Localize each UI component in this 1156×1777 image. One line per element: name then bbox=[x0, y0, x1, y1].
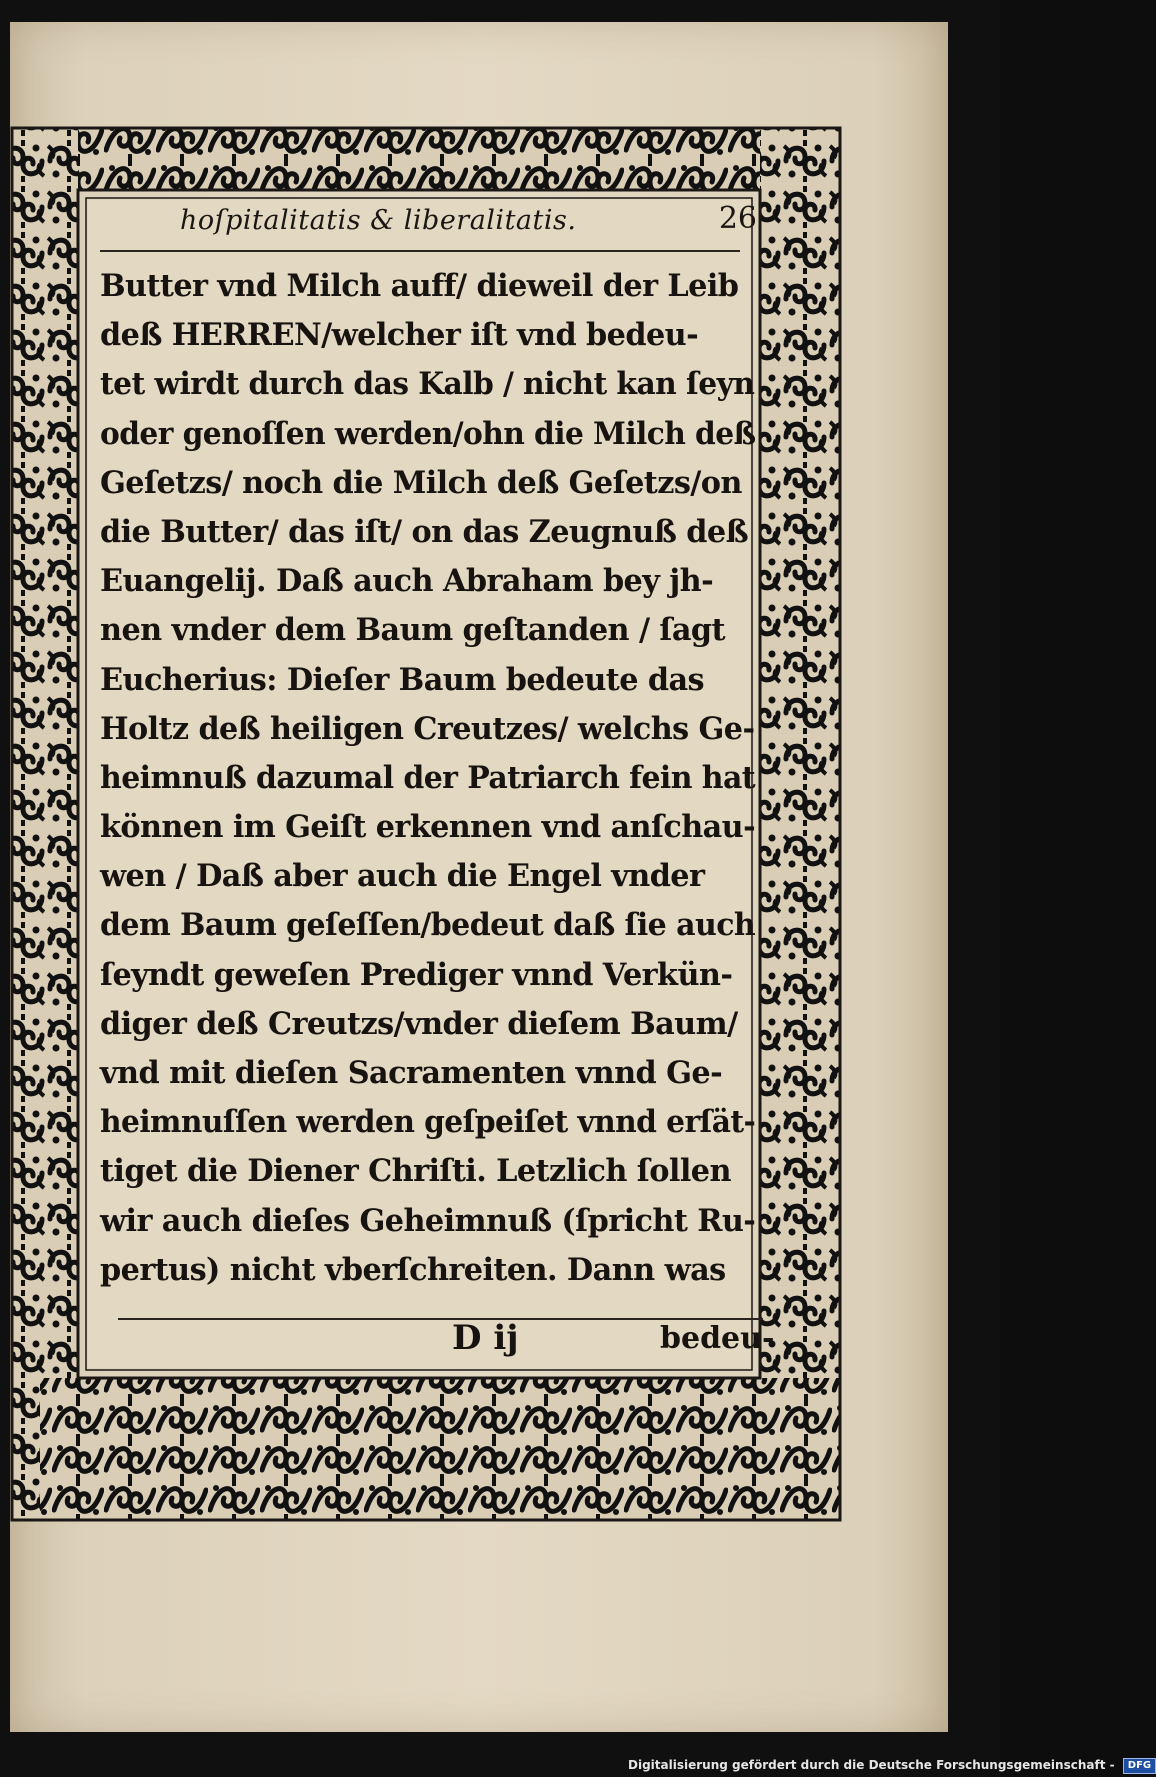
text-line: nen vnder dem Baum geſtanden / ſagt bbox=[100, 612, 725, 649]
text-line: können im Geiſt erkennen vnd anſchau- bbox=[100, 809, 756, 846]
running-title: hoſpitalitatis & liberalitatis. bbox=[180, 205, 577, 236]
head-rule bbox=[100, 250, 740, 252]
text-line: Eucherius: Dieſer Baum bedeute das bbox=[100, 661, 705, 698]
text-line: Euangelij. Daß auch Abraham bey jh- bbox=[100, 563, 714, 600]
text-line: wir auch dieſes Geheimnuß (ſpricht Ru- bbox=[100, 1202, 756, 1239]
text-line: wen / Daß aber auch die Engel vnder bbox=[100, 858, 705, 895]
text-line: deß HERREN/welcher iſt vnd bedeu- bbox=[100, 317, 699, 354]
page-number: 26 bbox=[718, 201, 757, 236]
text-line: ſeyndt geweſen Prediger vnnd Verkün- bbox=[100, 956, 733, 993]
foot-rule bbox=[118, 1318, 763, 1320]
text-line: dem Baum geſeſſen/bedeut daß ſie auch bbox=[100, 907, 756, 944]
text-line: Butter vnd Milch auff/ dieweil der Leib bbox=[100, 268, 739, 304]
text-line: tet wirdt durch das Kalb / nicht kan ſeyn bbox=[100, 366, 755, 403]
digitization-credit bbox=[628, 1755, 1156, 1775]
running-head bbox=[95, 201, 757, 245]
signature-mark: D ij bbox=[452, 1318, 519, 1358]
text-line: heimnuß dazumal der Patriarch fein hat bbox=[100, 759, 756, 796]
text-line: vnd mit dieſen Sacramenten vnnd Ge- bbox=[100, 1055, 723, 1091]
text-line: tiget die Diener Chriſti. Letzlich ſollen bbox=[100, 1153, 731, 1190]
credit-text: Digitalisierung gefördert durch die Deutsche Forschungsgemeinschaft - bbox=[628, 1758, 1115, 1772]
dfg-logo: DFG bbox=[1123, 1758, 1156, 1774]
text-line: diger deß Creutzs/vnder dieſem Baum/ bbox=[100, 1005, 738, 1042]
text-line: Geſetzs/ noch die Milch deß Geſetzs/on bbox=[100, 464, 742, 501]
text-line: heimnuſſen werden geſpeiſet vnnd erſät- bbox=[100, 1104, 756, 1141]
text-line: pertus) nicht vberſchreiten. Dann was bbox=[100, 1251, 726, 1288]
text-line: oder genoſſen werden/ohn die Milch deß bbox=[100, 415, 756, 452]
catchword: bedeu- bbox=[660, 1321, 775, 1356]
body-text bbox=[100, 262, 770, 1295]
text-line: die Butter/ das iſt/ on das Zeugnuß deß bbox=[100, 513, 749, 550]
text-line: Holtz deß heiligen Creutzes/ welchs Ge- bbox=[100, 710, 755, 747]
